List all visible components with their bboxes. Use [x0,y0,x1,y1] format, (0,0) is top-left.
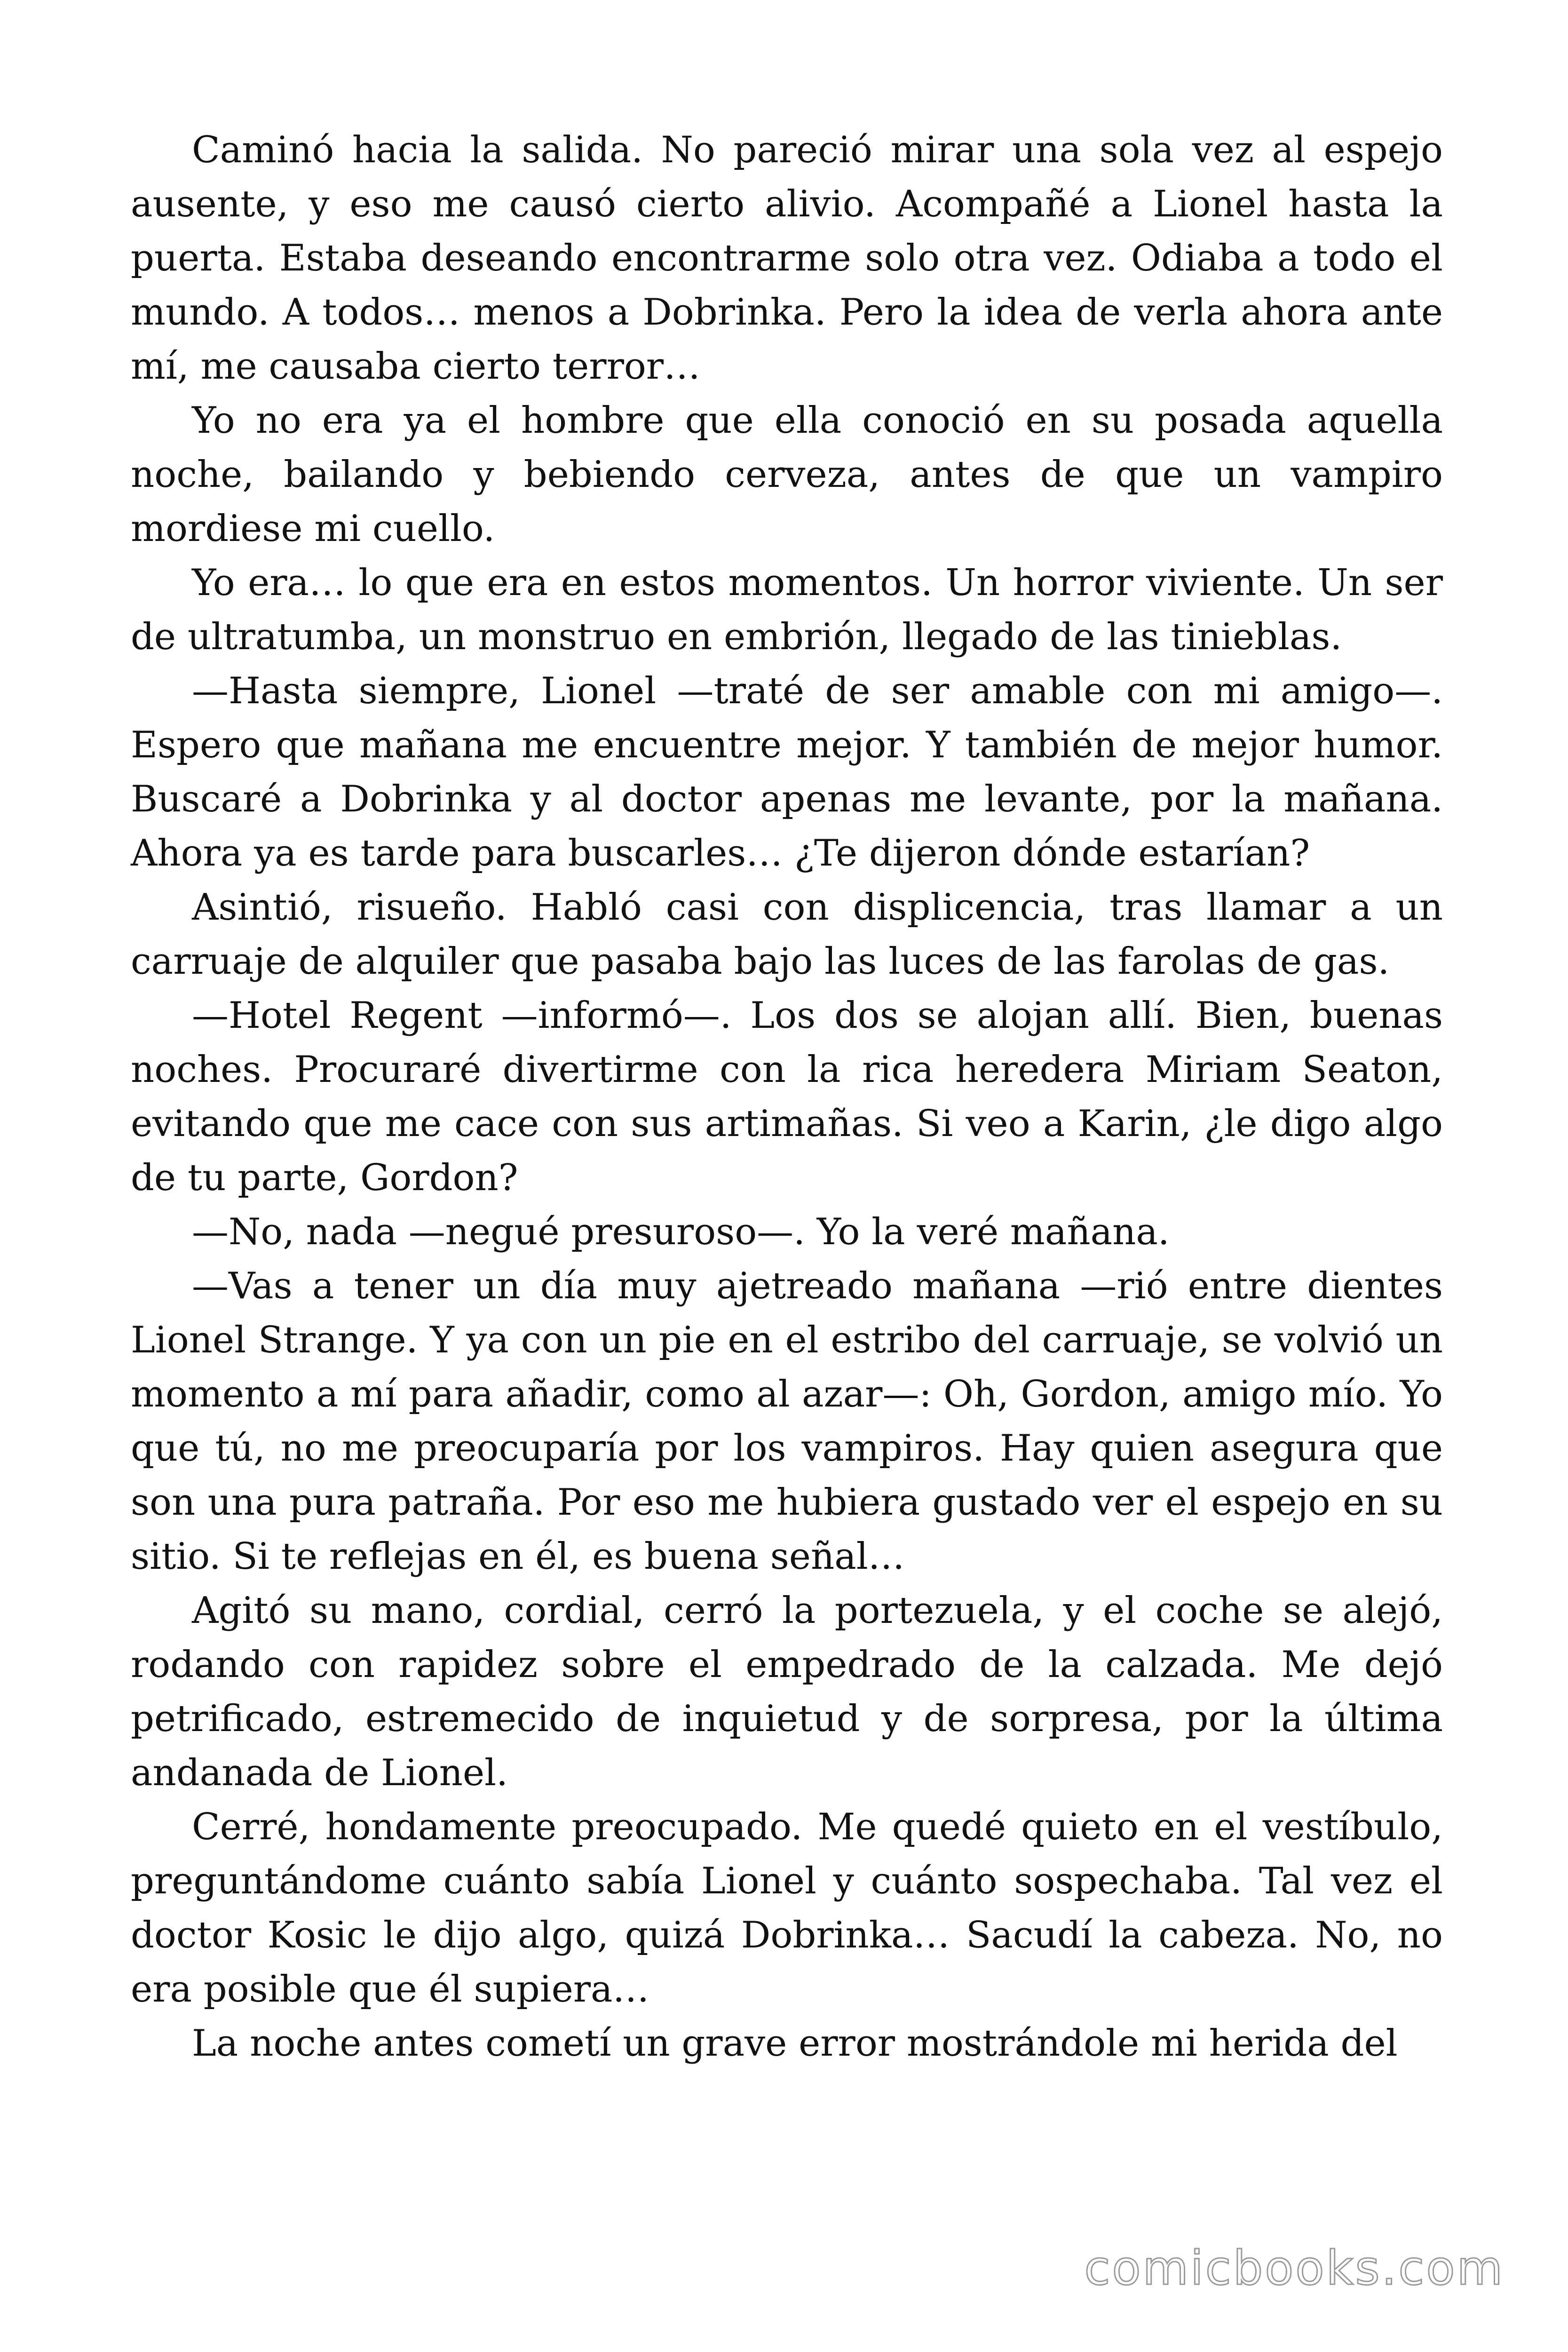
paragraph: Yo era… lo que era en estos momentos. Un horror viviente. Un ser de ultratumba, un monstruo en embrión, llegado de las tinieblas. [131,562,1443,658]
paragraph: Yo no era ya el hombre que ella conoció en su posada aquella noche, bailando y bebiendo cerveza, antes de que un vampiro mordiese mi cuello. [131,399,1443,550]
paragraph-last: La noche antes cometí un grave error mostrándole mi herida del [192,2022,1398,2065]
paragraph: Caminó hacia la salida. No pareció mirar una sola vez al espejo ausente, y eso me causó cierto alivio. Acompañé a Lionel hasta la puerta. Estaba deseando encontrarme solo otra vez. Odiaba a todo el mundo. A todos… menos a Dobrinka. Pero la idea de verla ahora ante mí, me causaba cierto terror… [131,129,1443,388]
paragraph: Agitó su mano, cordial, cerró la portezuela, y el coche se alejó, rodando con rapidez sobre el empedrado de la calzada. Me dejó petrificado, estremecido de inquietud y de sorpresa, por la última andanada de Lionel. [131,1589,1443,1794]
paragraph: —No, nada —negué presuroso—. Yo la veré mañana. [192,1211,1170,1253]
page-text [131,123,1443,2071]
paragraph: Asintió, risueño. Habló casi con displicencia, tras llamar a un carruaje de alquiler que pasaba bajo las luces de las farolas de gas. [131,886,1443,983]
paragraph: Cerré, hondamente preocupado. Me quedé quieto en el vestíbulo, preguntándome cuánto sabía Lionel y cuánto sospechaba. Tal vez el doctor Kosic le dijo algo, quizá Dobrinka… Sacudí la cabeza. No, no era posible que él supiera… [131,1806,1443,2010]
paragraph: —Hasta siempre, Lionel —traté de ser amable con mi amigo—. Espero que mañana me encuentre mejor. Y también de mejor humor. Buscaré a Dobrinka y al doctor apenas me levante, por la mañana. Ahora ya es tarde para buscarles… ¿Te dijeron dónde estarían? [131,670,1443,874]
paragraph: —Vas a tener un día muy ajetreado mañana —rió entre dientes Lionel Strange. Y ya con un pie en el estribo del carruaje, se volvió un momento a mí para añadir, como al azar—: Oh, Gordon, amigo mío. Yo que tú, no me preocuparía por los vampiros. Hay quien asegura que son una pura patraña. Por eso me hubiera gustado ver el espejo en su sitio. Si te reflejas en él, es buena señal… [131,1265,1443,1578]
paragraph: —Hotel Regent —informó—. Los dos se alojan allí. Bien, buenas noches. Procuraré divertirme con la rica heredera Miriam Seaton, evitando que me cace con sus artimañas. Si veo a Karin, ¿le digo algo de tu parte, Gordon? [131,994,1443,1199]
watermark: comicbooks.com [1084,2241,1505,2296]
